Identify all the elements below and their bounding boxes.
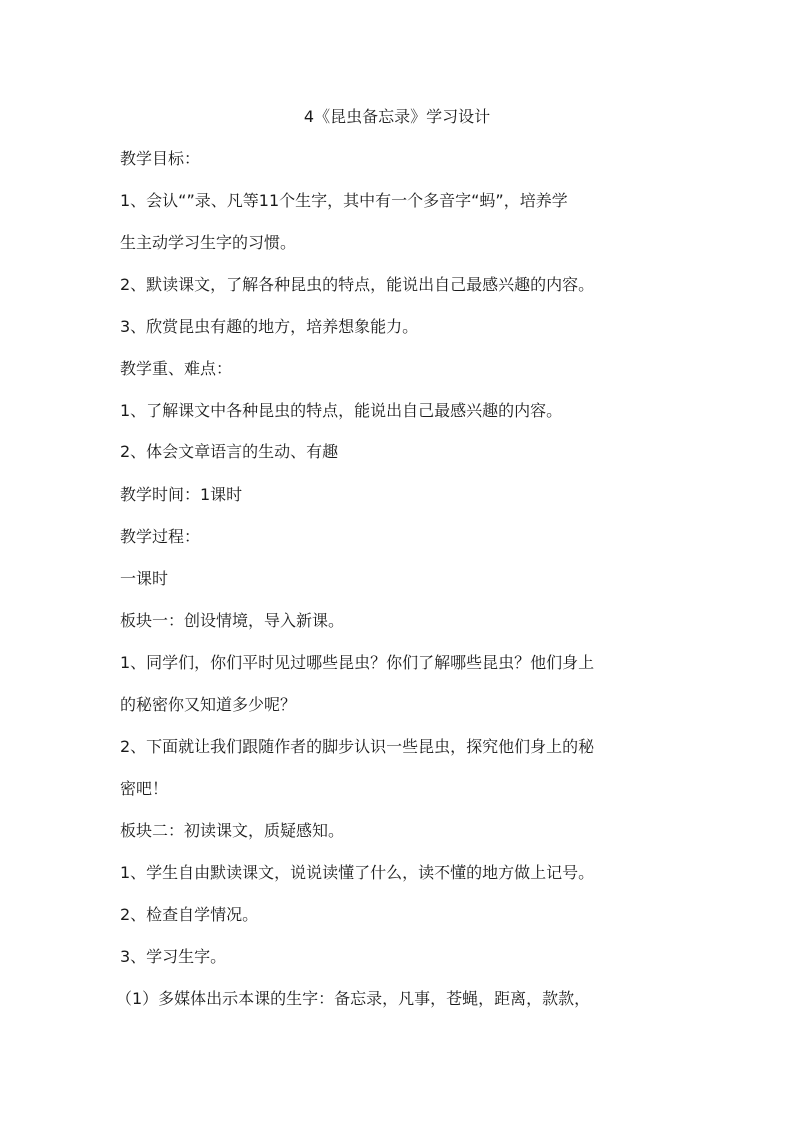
- lesson-count: 一课时: [120, 569, 169, 588]
- goal-1-line-1: 1、会认“”录、凡等11个生字，其中有一个多音字“蚂”，培养学: [120, 191, 568, 210]
- section-1-item-2-line-2: 密吧！: [120, 779, 169, 798]
- key-point-2: 2、体会文章语言的生动、有趣: [120, 442, 339, 461]
- section-2-item-2: 2、检查自学情况。: [120, 905, 259, 924]
- goal-3: 3、欣赏昆虫有趣的地方，培养想象能力。: [120, 317, 419, 336]
- goal-1-line-2: 生主动学习生字的习惯。: [120, 233, 297, 252]
- section-1-item-1-line-2: 的秘密你又知道多少呢？: [120, 695, 297, 714]
- section-1-item-2-line-1: 2、下面就让我们跟随作者的脚步认识一些昆虫，探究他们身上的秘: [120, 737, 595, 756]
- heading-teaching-goals: 教学目标：: [120, 149, 201, 168]
- goal-2: 2、默读课文，了解各种昆虫的特点，能说出自己最感兴趣的内容。: [120, 275, 595, 294]
- heading-key-points: 教学重、难点：: [120, 359, 233, 378]
- section-2-item-3: 3、学习生字。: [120, 947, 227, 966]
- section-2-heading: 板块二：初读课文，质疑感知。: [120, 821, 345, 840]
- section-1-heading: 板块一：创设情境，导入新课。: [120, 611, 345, 630]
- key-point-1: 1、了解课文中各种昆虫的特点，能说出自己最感兴趣的内容。: [120, 401, 563, 420]
- heading-teaching-process: 教学过程：: [120, 527, 201, 546]
- section-2-item-1: 1、学生自由默读课文，说说读懂了什么，读不懂的地方做上记号。: [120, 863, 595, 882]
- document-title: 4《昆虫备忘录》学习设计: [303, 107, 491, 126]
- teaching-time: 教学时间：1课时: [120, 485, 243, 504]
- section-2-item-3-sub-1: （1）多媒体出示本课的生字：备忘录，凡事，苍蝇，距离，款款，: [116, 989, 591, 1008]
- section-1-item-1-line-1: 1、同学们，你们平时见过哪些昆虫？你们了解哪些昆虫？他们身上: [120, 653, 595, 672]
